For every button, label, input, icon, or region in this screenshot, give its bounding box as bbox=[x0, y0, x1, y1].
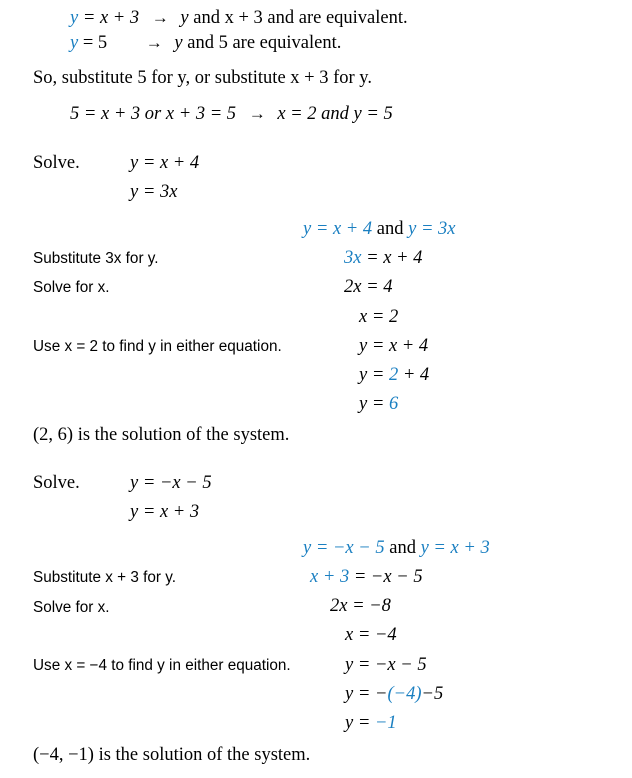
example2-row-1-rest: = −x − 5 bbox=[349, 567, 423, 587]
example2-row-2-label: Solve for x. bbox=[33, 599, 110, 616]
example2-row-2-equation: 2x = −8 bbox=[330, 596, 391, 616]
example1-row-6-equation: y = 6 bbox=[359, 394, 399, 414]
example2-header-mid: and bbox=[384, 538, 421, 558]
intro-line-3 bbox=[33, 68, 372, 88]
intro-line-1-variable: y bbox=[70, 8, 79, 28]
example1-solve-label: Solve. bbox=[33, 153, 80, 173]
intro-line-3-text: So, substitute 5 for y, or substitute x + 3 for y. bbox=[33, 68, 372, 88]
example2-row-1-equation bbox=[310, 567, 423, 587]
arrow-icon: → bbox=[151, 8, 168, 27]
arrow-icon: → bbox=[248, 104, 265, 123]
intro-line-1-equation: = x + 3 bbox=[78, 8, 140, 28]
intro-line-4-result: x = 2 and y = 5 bbox=[277, 104, 393, 124]
intro-line-1 bbox=[70, 8, 408, 28]
example1-header-left: y = x + 4 bbox=[303, 219, 373, 239]
intro-line-1-text-variable: y bbox=[180, 8, 189, 28]
example1-row-1-rest: = x + 4 bbox=[361, 248, 423, 268]
intro-line-2-variable: y bbox=[70, 33, 79, 53]
example1-system-equation-1: y = x + 4 bbox=[130, 153, 200, 173]
example2-row-4-equation: y = −x − 5 bbox=[345, 655, 427, 675]
example1-row-1-equation bbox=[344, 248, 422, 268]
example1-row-6-result: 6 bbox=[388, 394, 399, 414]
example1-conclusion: (2, 6) is the solution of the system. bbox=[33, 425, 290, 445]
example1-row-5-substituted: 2 bbox=[388, 365, 399, 385]
example2-row-1-label: Substitute x + 3 for y. bbox=[33, 569, 176, 586]
example1-row-1-substituted: 3x bbox=[344, 248, 362, 268]
example1-row-2-equation: 2x = 4 bbox=[344, 277, 393, 297]
example2-system-equation-1: y = −x − 5 bbox=[130, 473, 212, 493]
example2-row-4-label: Use x = −4 to find y in either equation. bbox=[33, 657, 291, 674]
arrow-icon: → bbox=[145, 33, 162, 52]
example1-row-5-equation: y = 2 + 4 bbox=[359, 365, 430, 385]
example2-row-5-equation: y = −(−4)−5 bbox=[345, 684, 444, 704]
example2-header-left: y = −x − 5 bbox=[303, 538, 385, 558]
example2-solve-label: Solve. bbox=[33, 473, 80, 493]
intro-line-1-text: and x + 3 and are equivalent. bbox=[188, 8, 408, 28]
example2-row-6-equation: y = −1 bbox=[345, 713, 397, 733]
intro-line-2-text: and 5 are equivalent. bbox=[182, 33, 342, 53]
example1-row-2-label: Solve for x. bbox=[33, 279, 110, 296]
example1-row-4-label: Use x = 2 to find y in either equation. bbox=[33, 338, 282, 355]
intro-line-2-equation: = 5 bbox=[78, 33, 108, 53]
example2-header bbox=[303, 538, 490, 558]
example2-row-6-result: −1 bbox=[374, 713, 397, 733]
example2-system-equation-2: y = x + 3 bbox=[130, 502, 200, 522]
example1-row-4-equation: y = x + 4 bbox=[359, 336, 429, 356]
intro-line-4 bbox=[70, 104, 393, 124]
example1-row-3-equation: x = 2 bbox=[359, 307, 399, 327]
example2-row-1-substituted: x + 3 bbox=[310, 567, 350, 587]
example2-row-5-substituted: (−4) bbox=[387, 684, 422, 704]
example1-header bbox=[303, 219, 456, 239]
example2-header-right: y = x + 3 bbox=[420, 538, 490, 558]
example2-conclusion: (−4, −1) is the solution of the system. bbox=[33, 745, 311, 765]
example1-system-equation-2: y = 3x bbox=[130, 182, 178, 202]
example1-row-1-label: Substitute 3x for y. bbox=[33, 250, 159, 267]
intro-line-2 bbox=[70, 33, 341, 53]
example1-header-mid: and bbox=[372, 219, 409, 239]
example1-header-right: y = 3x bbox=[408, 219, 456, 239]
example2-row-3-equation: x = −4 bbox=[345, 625, 397, 645]
intro-line-2-text-variable: y bbox=[174, 33, 183, 53]
intro-line-4-equation: 5 = x + 3 or x + 3 = 5 bbox=[70, 104, 237, 124]
